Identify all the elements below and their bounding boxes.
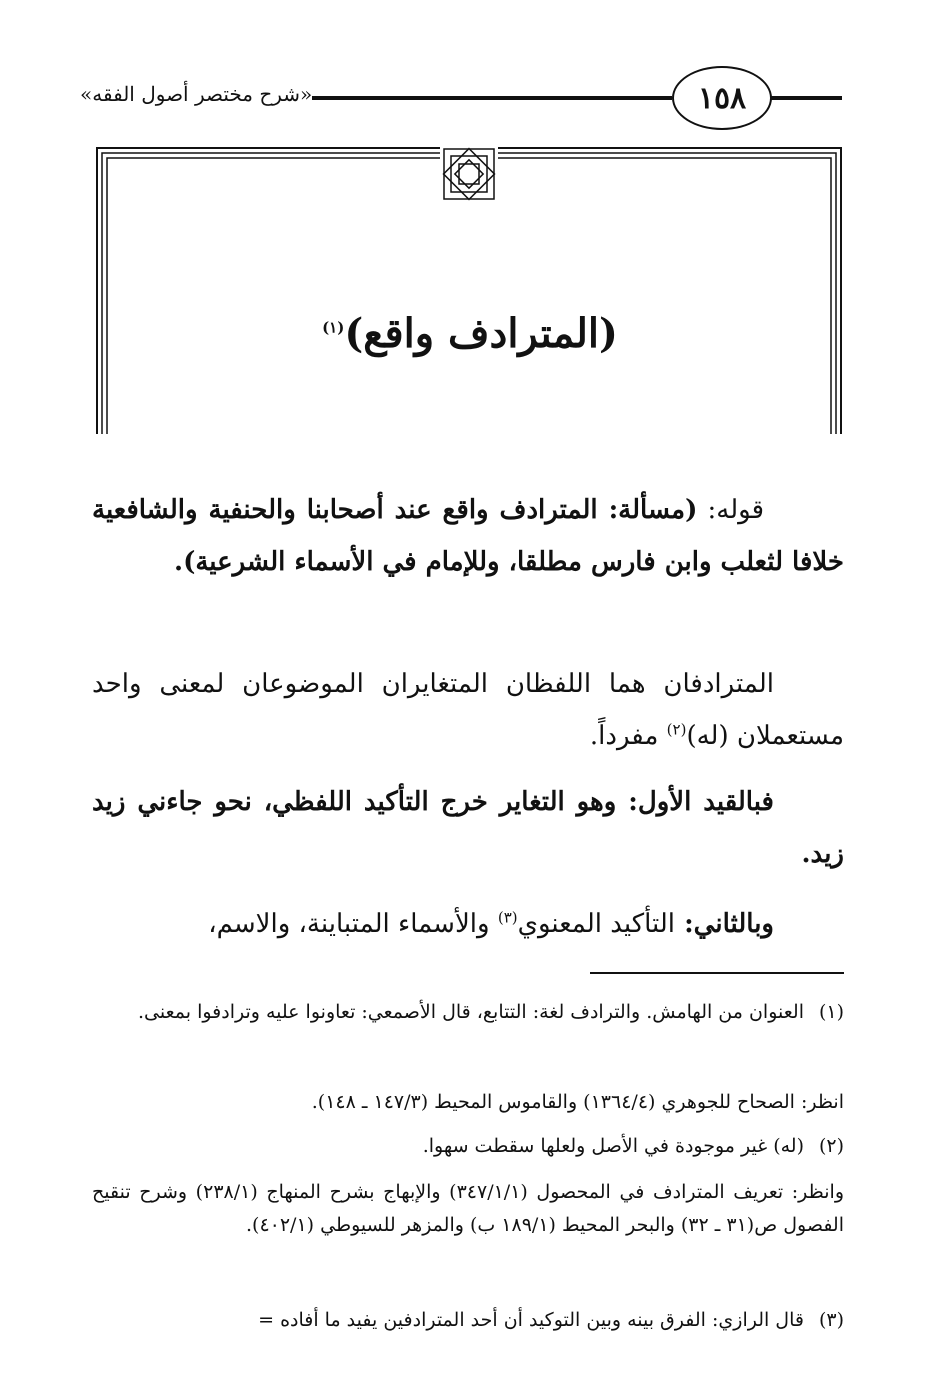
footnote-text: انظر: الصحاح للجوهري (١٣٦٤/٤) والقاموس المحيط (١٤٧/٣ ـ ١٤٨). [311, 1091, 844, 1113]
second-condition-lead: وبالثاني: [675, 909, 774, 939]
definition-text: المترادفان هما اللفظان المتغايران الموضوعان لمعنى واحد مستعملان (له) [92, 669, 844, 751]
star-ornament-icon [444, 149, 495, 200]
paragraph-quote [92, 484, 844, 588]
second-condition-text-end: والأسماء المتباينة، والاسم، [208, 909, 498, 939]
footnote-text: العنوان من الهامش. والترادف لغة: التتابع، قال الأصمعي: تعاونوا عليه وترادفوا بمعنى. [137, 1001, 804, 1023]
chapter-title-text: (المترادف واقع) [344, 310, 618, 357]
first-condition-text: وهو التغاير خرج التأكيد اللفظي، نحو جاءني زيد زيد. [92, 787, 844, 869]
first-condition-lead: فبالقيد الأول: [616, 787, 774, 817]
intro-text: قوله: [697, 495, 765, 525]
page-number-badge [672, 66, 772, 130]
quoted-text: (مسألة: المترادف واقع عند أصحابنا والحنفية والشافعية خلافا لثعلب وابن فارس مطلقا، وللإمام في الأسماء الشرعية). [92, 495, 844, 577]
header-rule-left [312, 96, 672, 100]
footnote-ref-2: (٢) [666, 720, 687, 739]
footnote-number: (٣) [818, 1309, 844, 1331]
page-number: ١٥٨ [697, 80, 747, 116]
paragraph-first-condition [92, 776, 844, 880]
footnote-number: (١) [818, 1001, 844, 1023]
footnote-text: قال الرازي: الفرق بينه وبين التوكيد أن أحد المترادفين يفيد ما أفاده = [258, 1309, 804, 1331]
footnote-2-continued [92, 1176, 844, 1242]
footnote-separator [590, 972, 844, 974]
book-title: «شرح مختصر أصول الفقه» [80, 82, 313, 106]
footnote-1-continued [92, 1086, 844, 1119]
chapter-frame [95, 146, 843, 434]
chapter-title [100, 310, 840, 357]
paragraph-definition [92, 658, 844, 762]
header-rule-right [770, 96, 842, 100]
paragraph-second-condition [92, 898, 844, 950]
footnote-ref-3: (٣) [497, 908, 518, 927]
definition-text-end: مفرداً. [589, 721, 667, 751]
footnote-number: (٢) [818, 1135, 844, 1157]
footnote-text: وانظر: تعريف المترادف في المحصول (٣٤٧/١/١) والإبهاج بشرح المنهاج (٢٣٨/١) وشرح تنقيح الفصول ص(٣١ ـ ٣٢) والبحر المحيط (١٨٩/١ ب) والمزهر للسيوطي (٤٠٢/١). [92, 1181, 844, 1236]
footnote-1 [92, 996, 844, 1029]
footnote-text: (له) غير موجودة في الأصل ولعلها سقطت سهوا. [422, 1135, 804, 1157]
chapter-title-note: (١) [322, 318, 345, 337]
footnote-2 [92, 1130, 844, 1163]
footnote-3 [92, 1304, 844, 1337]
second-condition-text: التأكيد المعنوي [517, 909, 676, 939]
